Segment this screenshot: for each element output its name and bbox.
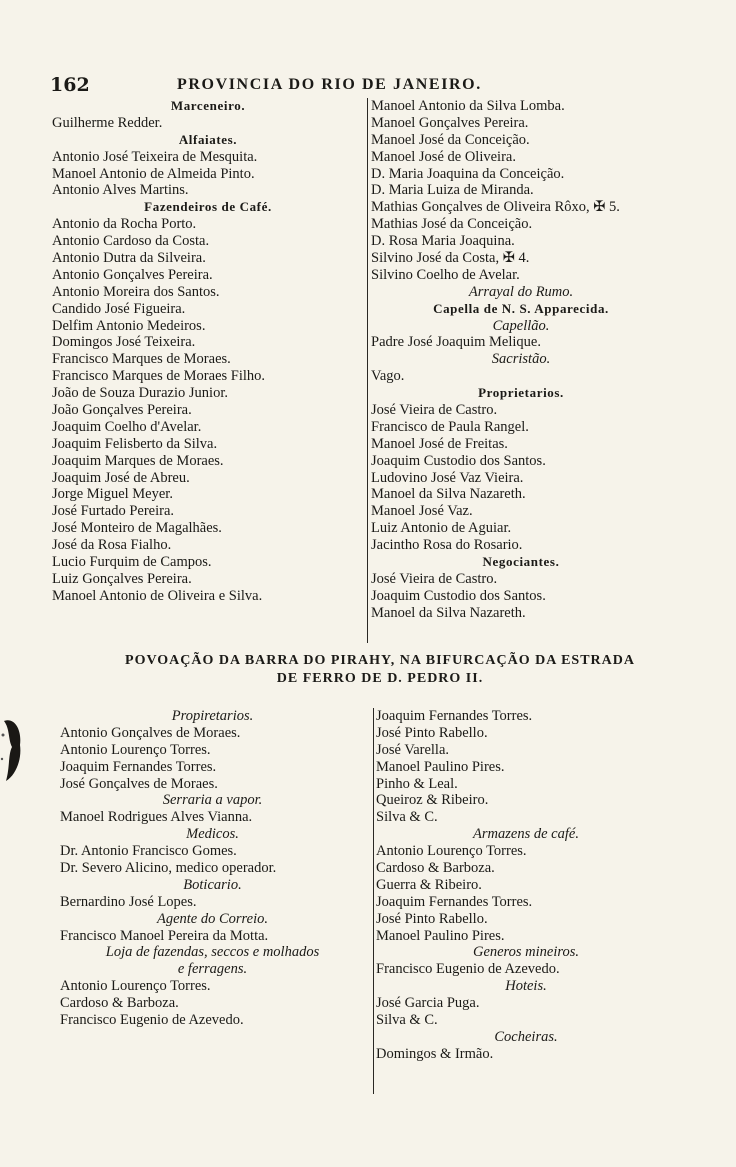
entry-line: Joaquim Coelho d'Avelar. [52,418,202,435]
entry-line: José Varella. [376,741,450,758]
column-left-top [52,98,364,605]
category-heading: Cocheiras. [494,1028,558,1045]
entry-line: Manoel Rodrigues Alves Vianna. [60,809,253,826]
column-left-bottom [60,708,365,1029]
entry-line: Cardoso & Barboza. [376,860,495,877]
entry-line: Candido José Figueira. [52,300,186,317]
entry-line: Domingos José Teixeira. [52,334,196,351]
entry-line: D. Rosa Maria Joaquina. [371,233,515,250]
entry-line: José Garcia Puga. [376,995,480,1012]
entry-line: Manoel José Vaz. [371,503,473,520]
entry-line: Padre José Joaquim Melique. [371,334,541,351]
section-title-line-2: DE FERRO DE D. PEDRO II. [276,671,484,686]
entry-line: Mathias Gonçalves de Oliveira Rôxo, ✠ 5. [371,199,620,216]
entry-line: Joaquim Marques de Moraes. [52,452,224,469]
entry-line: Silva & C. [376,1012,438,1029]
category-heading: Arrayal do Rumo. [468,283,574,300]
entry-line: Joaquim Fernandes Torres. [376,893,533,910]
entry-line: Luiz Antonio de Aguiar. [371,520,512,537]
entry-line: Francisco Manoel Pereira da Motta. [60,927,269,944]
entry-line: João de Souza Durazio Junior. [52,385,228,402]
entry-line: José Pinto Rabello. [376,910,488,927]
entry-line: Dr. Severo Alicino, medico operador. [60,860,277,877]
category-heading: Capella de N. S. Apparecida. [433,300,609,316]
category-heading: Generos mineiros. [472,944,580,961]
entry-line: José Vieira de Castro. [371,570,498,587]
entry-line: Vago. [371,368,405,385]
entry-line: Manoel da Silva Nazareth. [371,486,526,503]
category-heading: Loja de fazendas, seccos e molhados [105,944,320,961]
entry-line: Manoel Gonçalves Pereira. [371,114,529,131]
entry-line: Antonio Cardoso da Costa. [52,233,210,250]
entry-line: Jacintho Rosa do Rosario. [371,537,523,554]
entry-line: Guilherme Redder. [52,114,163,131]
category-heading: Hoteis. [505,978,547,995]
column-divider-bottom [373,708,374,1094]
column-right-top [371,98,671,622]
category-heading: Capellão. [492,317,550,334]
entry-line: Francisco Eugenio de Azevedo. [376,961,560,978]
category-heading: Serraria a vapor. [162,792,263,809]
entry-line: Antonio Lourenço Torres. [60,978,211,995]
entry-line: Luiz Gonçalves Pereira. [52,570,192,587]
category-heading: Boticario. [183,876,242,893]
category-heading: Alfaiates. [178,131,238,147]
entry-line: Antonio Moreira dos Santos. [52,283,220,300]
category-heading: Fazendeiros de Café. [144,199,272,215]
entry-line: Joaquim Custodio dos Santos. [371,452,546,469]
entry-line: Queiroz & Ribeiro. [376,792,489,809]
entry-line: Manoel Antonio da Silva Lomba. [371,98,565,114]
section-title [60,652,700,688]
entry-line: Antonio da Rocha Porto. [52,216,197,233]
entry-line: Manoel Antonio de Oliveira e Silva. [52,587,263,604]
entry-line: Manoel Paulino Pires. [376,927,505,944]
column-divider-top [367,98,368,643]
entry-line: Guerra & Ribeiro. [376,876,482,893]
entry-line: João Gonçalves Pereira. [52,402,192,419]
category-heading: Proprietarios. [478,385,564,401]
entry-line: Joaquim Felisberto da Silva. [52,435,218,452]
entry-line: Manoel José da Conceição. [371,131,530,148]
entry-line: D. Maria Luiza de Miranda. [371,182,534,199]
category-heading: Propiretarios. [171,708,254,724]
category-heading: e ferragens. [177,961,248,978]
entry-line: Francisco Marques de Moraes Filho. [52,368,266,385]
entry-line: Antonio Lourenço Torres. [376,843,527,860]
entry-line: D. Maria Joaquina da Conceição. [371,165,565,182]
page-header [50,74,650,98]
entry-line: Cardoso & Barboza. [60,995,179,1012]
category-heading: Sacristão. [491,351,551,368]
entry-line: Antonio Lourenço Torres. [60,741,211,758]
entry-line: Antonio Alves Martins. [52,182,189,199]
entry-line: Domingos & Irmão. [376,1045,494,1062]
entry-line: José Vieira de Castro. [371,402,498,419]
entry-line: José da Rosa Fialho. [52,537,172,554]
category-heading: Medicos. [186,826,239,843]
entry-line: Manoel José de Oliveira. [371,148,516,165]
entry-line: Manoel Antonio de Almeida Pinto. [52,165,255,182]
entry-line: Antonio José Teixeira de Mesquita. [52,148,258,165]
entry-line: Manoel José de Freitas. [371,435,508,452]
entry-line: Ludovino José Vaz Vieira. [371,469,524,486]
category-heading: Agente do Correio. [156,910,268,927]
entry-line: Silvino Coelho de Avelar. [371,266,520,283]
entry-line: Antonio Dutra da Silveira. [52,250,206,267]
entry-line: Francisco de Paula Rangel. [371,418,529,435]
running-title: PROVINCIA DO RIO DE JANEIRO. [177,76,482,93]
column-right-bottom [376,708,676,1063]
entry-line: José Monteiro de Magalhães. [52,520,222,537]
entry-line: Pinho & Leal. [376,775,458,792]
entry-line: Manoel Paulino Pires. [376,758,505,775]
entry-line: Francisco Marques de Moraes. [52,351,231,368]
category-heading: Marceneiro. [170,98,246,113]
ink-blot [0,715,26,785]
entry-line: José Pinto Rabello. [376,724,488,741]
entry-line: Antonio Gonçalves de Moraes. [60,724,241,741]
entry-line: Jorge Miguel Meyer. [52,486,173,503]
category-heading: Negociantes. [482,554,560,570]
entry-line: Francisco Eugenio de Azevedo. [60,1012,244,1029]
entry-line: José Gonçalves de Moraes. [60,775,218,792]
entry-line: Antonio Gonçalves Pereira. [52,266,213,283]
entry-line: Manoel da Silva Nazareth. [371,604,526,621]
entry-line: Lucio Furquim de Campos. [52,554,212,571]
entry-line: Dr. Antonio Francisco Gomes. [60,843,237,860]
entry-line: Joaquim Custodio dos Santos. [371,587,546,604]
entry-line: Joaquim Fernandes Torres. [376,708,533,724]
page-number: 162 [50,74,90,96]
entry-line: Joaquim José de Abreu. [52,469,190,486]
entry-line: Bernardino José Lopes. [60,893,197,910]
section-title-line-1: POVOAÇÃO DA BARRA DO PIRAHY, NA BIFURCAÇÃO DA ESTRADA [125,653,635,668]
category-heading: Armazens de café. [473,826,579,843]
entry-line: Silvino José da Costa, ✠ 4. [371,250,530,267]
entry-line: José Furtado Pereira. [52,503,175,520]
entry-line: Delfim Antonio Medeiros. [52,317,206,334]
entry-line: Silva & C. [376,809,438,826]
entry-line: Mathias José da Conceição. [371,216,533,233]
entry-line: Joaquim Fernandes Torres. [60,758,217,775]
